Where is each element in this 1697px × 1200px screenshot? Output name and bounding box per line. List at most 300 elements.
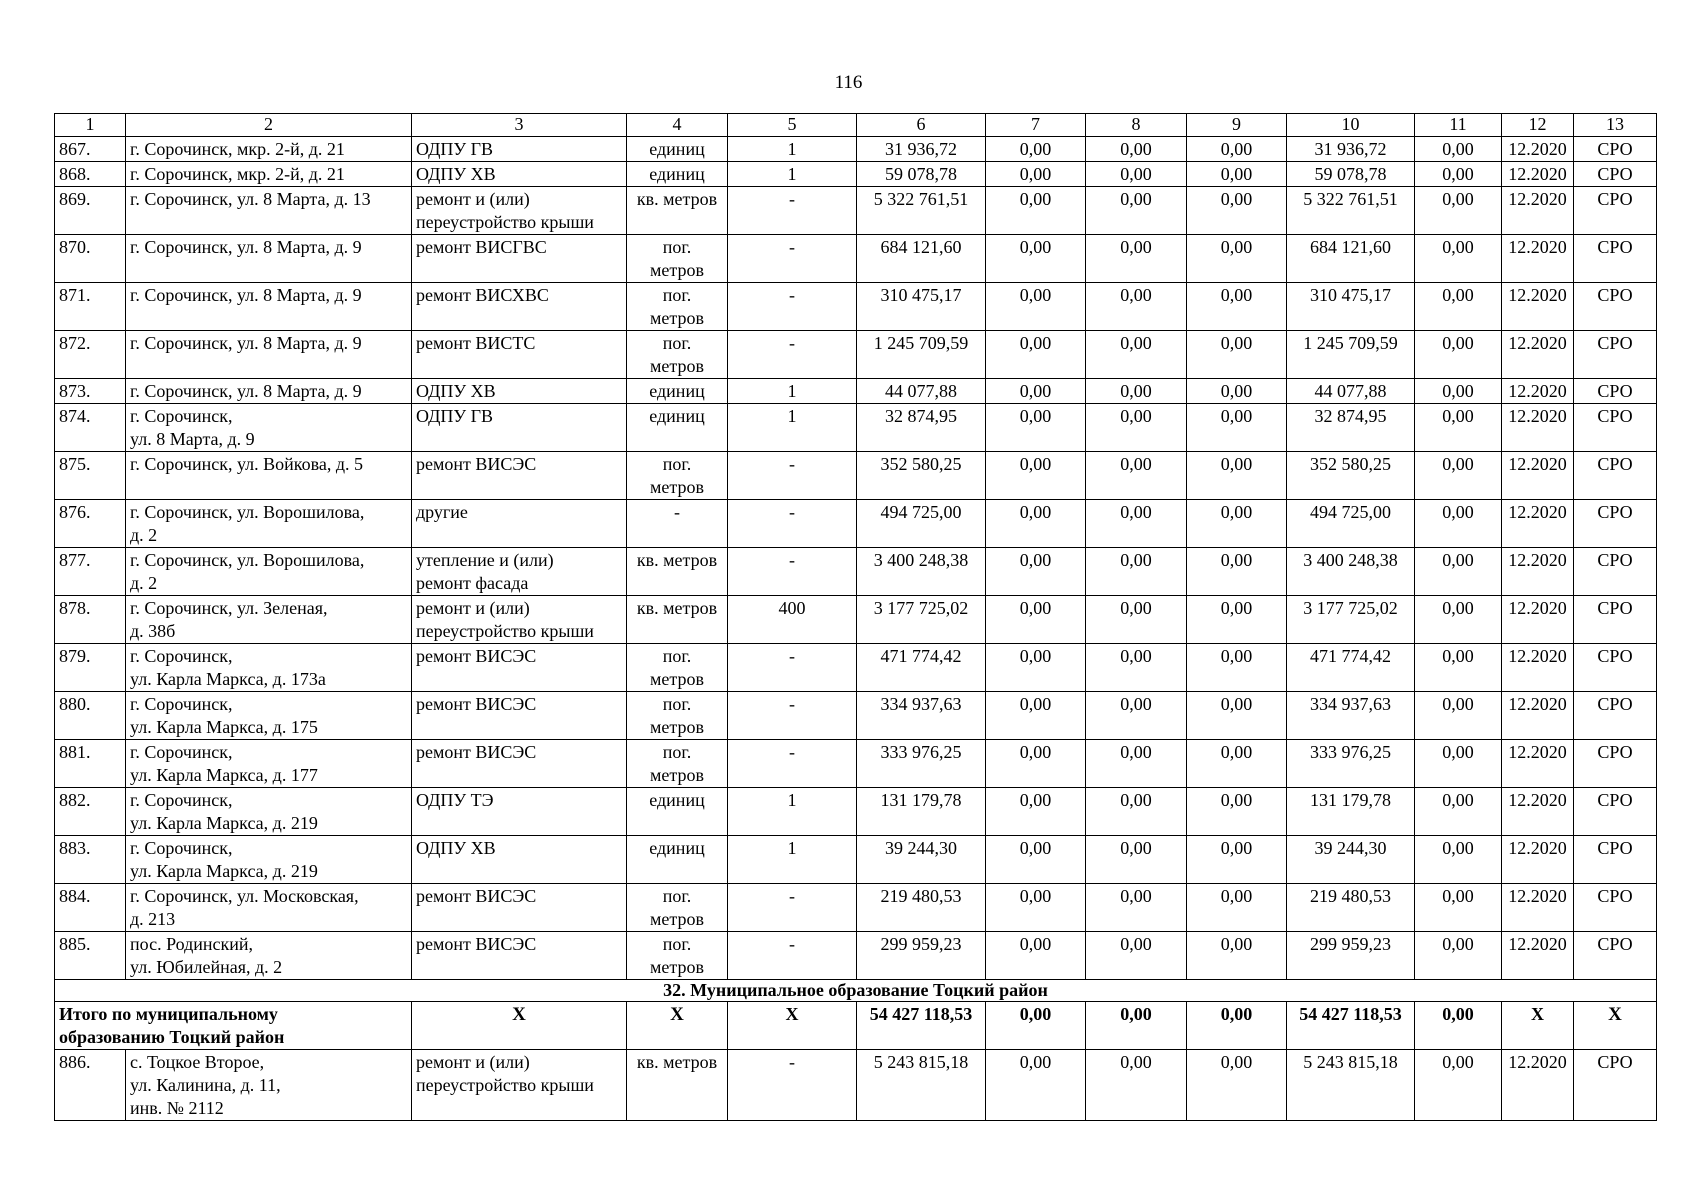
owners-funds-cell [1287,331,1415,379]
fund-cell [986,788,1086,836]
work-type-cell [412,692,627,740]
local-budget-cell-text: 0,00 [1220,646,1253,666]
total-cost-cell-text: 333 976,25 [880,742,962,762]
local-budget-cell [1187,500,1287,548]
completion-date-cell-text: 12.2020 [1508,742,1567,762]
unit-cell-text: единиц [649,838,705,858]
column-number-header [986,114,1086,137]
column-number-row [55,114,1657,137]
quantity-cell [728,596,857,644]
unit-cell [627,162,728,187]
column-number-header-text: 8 [1131,114,1141,134]
funding-method-cell-text: СРО [1597,237,1633,257]
regional-budget-cell-text: 0,00 [1120,237,1152,257]
regional-budget-cell-text: 0,00 [1120,694,1152,714]
address-cell [126,162,412,187]
quantity-cell [728,788,857,836]
other-funds-cell-text: 0,00 [1442,742,1474,762]
funding-method-cell [1574,692,1657,740]
regional-budget-cell [1086,548,1187,596]
table-row [55,162,1657,187]
work-type-cell-text: ремонт ВИСЭС [416,646,537,666]
row-number-text: 873. [59,381,91,401]
address-cell-text: г. Сорочинск, ул. 8 Марта, д. 13 [130,189,371,209]
row-number-text: 884. [59,886,91,906]
quantity-cell-text: - [789,1052,795,1072]
address-cell [126,137,412,162]
address-cell-text: г. Сорочинск, мкр. 2-й, д. 21 [130,139,345,159]
unit-cell [627,137,728,162]
local-budget-cell [1187,884,1287,932]
work-type-cell [412,379,627,404]
completion-date-cell [1502,788,1574,836]
unit-cell-text: кв. метров [636,598,718,618]
unit-cell-text: пог. метров [650,694,704,737]
other-funds-cell-text: 0,00 [1442,790,1474,810]
row-number-text: 870. [59,237,91,257]
total-cost-cell-text: 684 121,60 [880,237,962,257]
completion-date-cell [1502,235,1574,283]
table-row [55,836,1657,884]
address-cell-text: г. Сорочинск, ул. Карла Маркса, д. 175 [130,694,318,737]
work-type-cell-text: утепление и (или) ремонт фасада [416,550,554,593]
total-cost-cell-text: 31 936,72 [885,139,957,159]
owners-funds-cell-text: 1 245 709,59 [1303,333,1398,353]
completion-date-cell-text: 12.2020 [1508,934,1567,954]
unit-cell-text: кв. метров [636,550,718,570]
column-number-header [1574,114,1657,137]
owners-funds-cell [1287,932,1415,980]
completion-date-cell-text: 12.2020 [1508,333,1567,353]
work-type-cell [412,932,627,980]
owners-funds-cell [1287,500,1415,548]
quantity-cell [728,500,857,548]
other-funds-cell [1415,283,1502,331]
unit-cell [627,500,728,548]
fund-cell-text: 0,00 [1019,550,1052,570]
work-type-cell-text: ремонт ВИСЭС [416,934,537,954]
total-cost-cell [857,644,986,692]
other-funds-cell [1415,452,1502,500]
unit-cell [627,884,728,932]
funding-method-cell [1574,137,1657,162]
row-number [55,1050,126,1121]
work-type-cell [412,644,627,692]
completion-date-cell [1502,283,1574,331]
quantity-cell-text: - [789,550,795,570]
column-number-header-text: 13 [1606,114,1624,134]
work-type-cell [412,283,627,331]
column-number-header [126,114,412,137]
row-number-text: 868. [59,164,91,184]
row-number [55,235,126,283]
section-title-row [55,980,1657,1002]
row-number-text: 871. [59,285,91,305]
address-cell-text: пос. Родинский, ул. Юбилейная, д. 2 [130,934,283,977]
regional-budget-cell-text: 0,00 [1120,285,1152,305]
work-type-cell [412,162,627,187]
local-budget-cell-text: 0,00 [1220,838,1253,858]
local-budget-cell-text: 0,00 [1220,886,1253,906]
row-number-text: 878. [59,598,91,618]
other-funds-cell [1415,644,1502,692]
regional-budget-cell-text: 0,00 [1120,454,1152,474]
column-number-header-text: 12 [1528,114,1547,134]
table-row [55,500,1657,548]
row-number-text: 872. [59,333,91,353]
funding-method-cell [1574,283,1657,331]
total-regional-budget-text: 0,00 [1120,1004,1152,1024]
work-type-cell-text: ОДПУ ХВ [416,838,496,858]
owners-funds-cell-text: 3 400 248,38 [1303,550,1398,570]
completion-date-cell-text: 12.2020 [1508,886,1567,906]
funding-method-cell-text: СРО [1597,406,1633,426]
regional-budget-cell-text: 0,00 [1120,502,1152,522]
total-cost-cell [857,452,986,500]
address-cell [126,644,412,692]
funding-method-cell [1574,932,1657,980]
local-budget-cell [1187,137,1287,162]
total-cost-cell-text: 5 243 815,18 [873,1052,969,1072]
local-budget-cell [1187,452,1287,500]
address-cell-text: г. Сорочинск, мкр. 2-й, д. 21 [130,164,345,184]
total-cost-text: 54 427 118,53 [869,1004,973,1024]
column-number-header-text: 4 [672,114,682,134]
row-number-text: 879. [59,646,91,666]
owners-funds-cell-text: 44 077,88 [1314,381,1387,401]
work-type-cell [412,788,627,836]
column-number-header [728,114,857,137]
funding-method-cell-text: СРО [1597,333,1633,353]
fund-cell [986,283,1086,331]
fund-cell-text: 0,00 [1019,1052,1052,1072]
completion-date-cell-text: 12.2020 [1508,838,1567,858]
total-regional-budget [1086,1002,1187,1050]
other-funds-cell [1415,884,1502,932]
table-row [55,932,1657,980]
address-cell [126,548,412,596]
regional-budget-cell-text: 0,00 [1120,646,1152,666]
unit-cell-text: пог. метров [650,285,704,328]
owners-funds-cell [1287,162,1415,187]
quantity-cell-text: - [789,934,795,954]
funding-method-cell-text: СРО [1597,694,1633,714]
unit-cell [627,235,728,283]
completion-date-cell-text: 12.2020 [1508,381,1567,401]
unit-cell [627,1050,728,1121]
row-number [55,836,126,884]
other-funds-cell-text: 0,00 [1442,646,1474,666]
address-cell [126,379,412,404]
unit-cell [627,187,728,235]
quantity-cell [728,379,857,404]
local-budget-cell [1187,692,1287,740]
total-local-budget-text: 0,00 [1220,1004,1253,1024]
local-budget-cell [1187,235,1287,283]
work-type-cell [412,1050,627,1121]
section-title [55,980,1657,1002]
other-funds-cell-text: 0,00 [1442,934,1474,954]
regional-budget-cell-text: 0,00 [1120,790,1152,810]
total-fund-text: 0,00 [1019,1004,1052,1024]
quantity-cell [728,740,857,788]
column-number-header-text: 10 [1341,114,1360,134]
other-funds-cell [1415,137,1502,162]
address-cell [126,235,412,283]
other-funds-cell-text: 0,00 [1442,333,1474,353]
fund-cell-text: 0,00 [1019,646,1052,666]
other-funds-cell-text: 0,00 [1442,1052,1474,1072]
local-budget-cell [1187,283,1287,331]
unit-cell [627,331,728,379]
total-owners-funds [1287,1002,1415,1050]
total-cost-cell-text: 219 480,53 [880,886,962,906]
fund-cell-text: 0,00 [1019,189,1052,209]
fund-cell [986,404,1086,452]
fund-cell [986,692,1086,740]
other-funds-cell-text: 0,00 [1442,838,1474,858]
total-label [55,1002,412,1050]
table-row [55,548,1657,596]
table-body [55,114,1657,1121]
completion-date-cell [1502,137,1574,162]
funding-method-cell-text: СРО [1597,598,1633,618]
total-cost-cell [857,162,986,187]
local-budget-cell-text: 0,00 [1220,164,1253,184]
funding-method-cell-text: СРО [1597,934,1633,954]
regional-budget-cell [1086,404,1187,452]
row-number [55,379,126,404]
owners-funds-cell-text: 352 580,25 [1310,454,1391,474]
total-unit-text: X [670,1004,684,1025]
total-cost-cell [857,379,986,404]
local-budget-cell-text: 0,00 [1220,189,1253,209]
unit-cell [627,644,728,692]
local-budget-cell-text: 0,00 [1220,550,1253,570]
total-owners-funds-text: 54 427 118,53 [1299,1004,1402,1024]
owners-funds-cell-text: 299 959,23 [1310,934,1391,954]
total-cost-cell-text: 32 874,95 [885,406,957,426]
completion-date-cell [1502,596,1574,644]
local-budget-cell-text: 0,00 [1220,237,1253,257]
fund-cell [986,452,1086,500]
fund-cell [986,836,1086,884]
address-cell-text: г. Сорочинск, ул. Московская, д. 213 [130,886,359,929]
regional-budget-cell-text: 0,00 [1120,189,1152,209]
local-budget-cell-text: 0,00 [1220,502,1253,522]
other-funds-cell [1415,548,1502,596]
local-budget-cell-text: 0,00 [1220,381,1253,401]
funding-method-cell-text: СРО [1597,790,1633,810]
completion-date-cell [1502,548,1574,596]
unit-cell-text: пог. метров [650,742,704,785]
funding-method-cell-text: СРО [1597,285,1633,305]
owners-funds-cell [1287,235,1415,283]
regional-budget-cell-text: 0,00 [1120,886,1152,906]
row-number [55,788,126,836]
regional-budget-cell [1086,740,1187,788]
funding-method-cell [1574,548,1657,596]
quantity-cell-text: 1 [787,406,797,426]
row-number-text: 876. [59,502,91,522]
unit-cell [627,379,728,404]
row-number-text: 875. [59,454,91,474]
other-funds-cell-text: 0,00 [1442,381,1474,401]
quantity-cell [728,283,857,331]
address-cell [126,788,412,836]
row-number [55,452,126,500]
regional-budget-cell [1086,162,1187,187]
fund-cell-text: 0,00 [1019,934,1052,954]
local-budget-cell [1187,379,1287,404]
row-number [55,137,126,162]
regional-budget-cell-text: 0,00 [1120,381,1152,401]
regional-budget-cell [1086,788,1187,836]
work-type-cell [412,884,627,932]
local-budget-cell-text: 0,00 [1220,694,1253,714]
regional-budget-cell [1086,235,1187,283]
work-type-cell-text: ОДПУ ГВ [416,139,494,159]
funding-method-cell [1574,452,1657,500]
local-budget-cell-text: 0,00 [1220,139,1253,159]
table-row [55,452,1657,500]
owners-funds-cell [1287,644,1415,692]
completion-date-cell-text: 12.2020 [1508,646,1567,666]
completion-date-cell-text: 12.2020 [1508,285,1567,305]
completion-date-cell [1502,932,1574,980]
funding-method-cell [1574,788,1657,836]
work-type-cell [412,235,627,283]
fund-cell [986,162,1086,187]
unit-cell-text: пог. метров [650,934,704,977]
regional-budget-cell [1086,283,1187,331]
completion-date-cell-text: 12.2020 [1508,1052,1567,1072]
address-cell-text: г. Сорочинск, ул. Ворошилова, д. 2 [130,550,365,593]
local-budget-cell-text: 0,00 [1220,285,1253,305]
total-cost-cell [857,137,986,162]
funding-method-cell [1574,235,1657,283]
unit-cell [627,283,728,331]
other-funds-cell-text: 0,00 [1442,454,1474,474]
work-type-cell-text: другие [416,502,468,522]
local-budget-cell [1187,740,1287,788]
regional-budget-cell [1086,884,1187,932]
total-cost-cell-text: 44 077,88 [885,381,957,401]
owners-funds-cell-text: 3 177 725,02 [1303,598,1398,618]
fund-cell-text: 0,00 [1019,139,1052,159]
fund-cell [986,596,1086,644]
owners-funds-cell [1287,137,1415,162]
unit-cell [627,596,728,644]
column-number-header-text: 3 [514,114,524,134]
funding-method-cell-text: СРО [1597,1052,1633,1072]
quantity-cell [728,836,857,884]
row-number-text: 877. [59,550,91,570]
regional-budget-cell-text: 0,00 [1120,139,1152,159]
column-number-header-text: 9 [1232,114,1241,134]
fund-cell-text: 0,00 [1019,237,1052,257]
fund-cell [986,331,1086,379]
other-funds-cell [1415,500,1502,548]
other-funds-cell [1415,331,1502,379]
quantity-cell-text: - [789,886,795,906]
work-type-cell [412,548,627,596]
work-type-cell-text: ОДПУ ТЭ [416,790,494,810]
work-type-cell [412,740,627,788]
total-other-funds [1415,1002,1502,1050]
row-number [55,162,126,187]
fund-cell [986,1050,1086,1121]
completion-date-cell-text: 12.2020 [1508,237,1567,257]
funding-method-cell-text: СРО [1597,454,1633,474]
address-cell [126,692,412,740]
funding-method-cell [1574,162,1657,187]
quantity-cell-text: - [789,742,795,762]
row-number-text: 867. [59,139,91,159]
owners-funds-cell-text: 32 874,95 [1314,406,1387,426]
fund-cell [986,500,1086,548]
address-cell [126,500,412,548]
table-row [55,884,1657,932]
local-budget-cell-text: 0,00 [1220,333,1253,353]
table-row [55,596,1657,644]
fund-cell [986,932,1086,980]
unit-cell-text: пог. метров [650,886,704,929]
row-number [55,740,126,788]
completion-date-cell-text: 12.2020 [1508,502,1567,522]
funding-method-cell-text: СРО [1597,646,1633,666]
regional-budget-cell [1086,692,1187,740]
completion-date-cell-text: 12.2020 [1508,406,1567,426]
fund-cell-text: 0,00 [1019,285,1052,305]
unit-cell [627,692,728,740]
total-completion-date [1502,1002,1574,1050]
fund-cell [986,740,1086,788]
fund-cell [986,235,1086,283]
funding-method-cell-text: СРО [1597,381,1633,401]
column-number-header [412,114,627,137]
total-fund [986,1002,1086,1050]
table-row [55,644,1657,692]
local-budget-cell-text: 0,00 [1220,406,1253,426]
completion-date-cell-text: 12.2020 [1508,598,1567,618]
local-budget-cell-text: 0,00 [1220,1052,1253,1072]
total-cost-cell [857,788,986,836]
funding-method-cell [1574,884,1657,932]
work-type-cell-text: ремонт ВИСЭС [416,454,537,474]
fund-cell-text: 0,00 [1019,502,1052,522]
owners-funds-cell [1287,548,1415,596]
regional-budget-cell-text: 0,00 [1120,838,1152,858]
other-funds-cell [1415,404,1502,452]
fund-cell [986,644,1086,692]
total-cost-cell-text: 494 725,00 [880,502,962,522]
owners-funds-cell-text: 494 725,00 [1310,502,1391,522]
quantity-cell-text: 1 [787,838,797,858]
total-cost-cell [857,1050,986,1121]
local-budget-cell [1187,836,1287,884]
other-funds-cell [1415,788,1502,836]
regional-budget-cell [1086,379,1187,404]
funding-method-cell-text: СРО [1597,502,1633,522]
work-type-cell [412,500,627,548]
owners-funds-cell-text: 5 322 761,51 [1303,189,1398,209]
local-budget-cell-text: 0,00 [1220,454,1253,474]
local-budget-cell [1187,548,1287,596]
fund-cell-text: 0,00 [1019,886,1052,906]
funding-method-cell [1574,404,1657,452]
repair-program-table [54,113,1657,1121]
